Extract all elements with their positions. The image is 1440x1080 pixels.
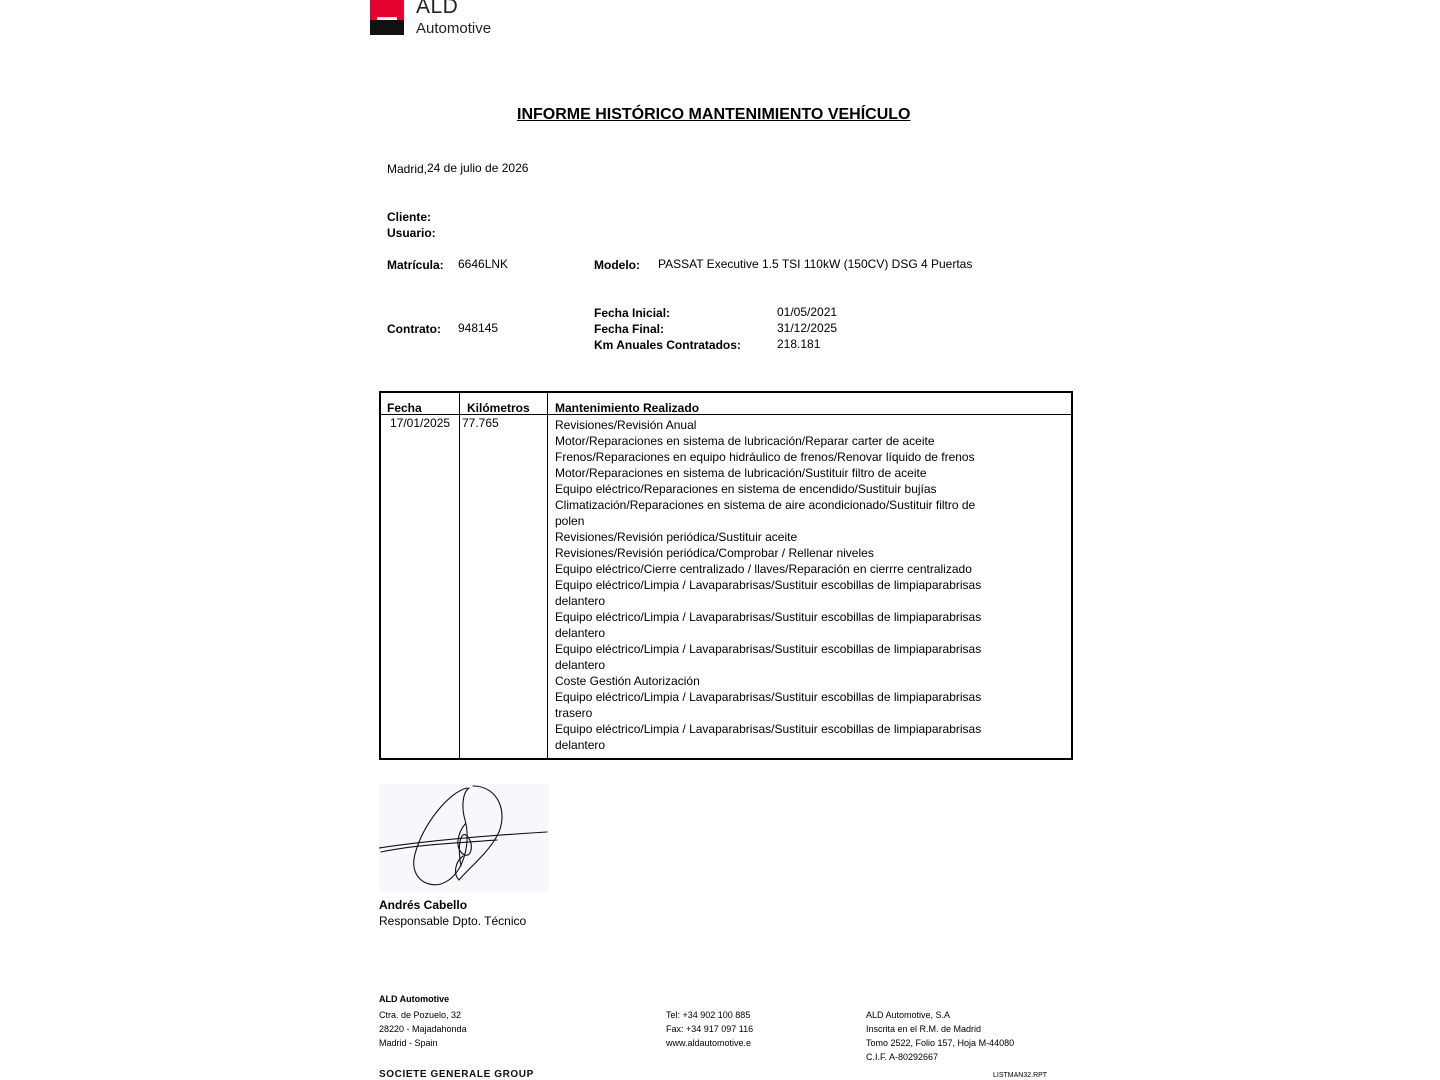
footer-address-3: Madrid - Spain [379,1038,438,1048]
contrato-value: 948145 [458,321,499,335]
modelo-label: Modelo: [594,258,640,272]
fecha-inicial-value: 01/05/2021 [777,305,838,319]
matricula-value: 6646LNK [458,257,509,271]
contrato-label: Contrato: [387,322,441,336]
work-item: Equipo eléctrico/Limpia / Lavaparabrisas/Sustituir escobillas de limpiaparabrisas delantero [555,610,982,640]
modelo-value: PASSAT Executive 1.5 TSI 110kW (150CV) DSG 4 Puertas [658,257,973,271]
footer-legal-3: Tomo 2522, Folio 157, Hoja M-44080 [866,1038,1015,1048]
fecha-inicial-label: Fecha Inicial: [594,306,671,320]
footer-legal-4: C.I.F. A-80292667 [866,1052,939,1062]
header-mantenimiento: Mantenimiento Realizado [555,401,700,415]
usuario-label: Usuario: [387,226,436,240]
header-fecha: Fecha [387,401,422,415]
row-km: 77.765 [462,416,499,430]
signer-name: Andrés Cabello [379,898,468,912]
report-date: 24 de julio de 2026 [427,161,529,175]
signature-icon [379,784,549,892]
footer-legal-2: Inscrita en el R.M. de Madrid [866,1024,982,1034]
header-kilometros: Kilómetros [467,401,530,415]
maintenance-table [379,391,1073,760]
work-item: Equipo eléctrico/Reparaciones en sistema de encendido/Sustituir bujías [555,482,937,496]
work-item: Climatización/Reparaciones en sistema de aire acondicionado/Sustituir filtro de polen [555,498,976,528]
footer-address-2: 28220 - Majadahonda [379,1024,467,1034]
ald-logo [370,0,504,36]
matricula-label: Matrícula: [387,258,444,272]
footer-company: ALD Automotive [379,994,450,1004]
column-divider [459,393,460,758]
footer-group: SOCIETE GENERALE GROUP [379,1069,534,1080]
column-divider [547,393,548,758]
footer-fax: Fax: +34 917 097 116 [666,1024,754,1034]
fecha-final-label: Fecha Final: [594,322,665,336]
work-list [555,417,995,753]
work-item: Coste Gestión Autorización [555,674,700,688]
fecha-final-value: 31/12/2025 [777,321,838,335]
km-anuales-value: 218.181 [777,337,821,351]
logo-brand: ALD [416,0,459,18]
ald-logo-mark-icon [370,0,404,35]
work-item: Revisiones/Revisión Anual [555,418,697,432]
work-item: Equipo eléctrico/Cierre centralizado / llaves/Reparación en cierrre centralizado [555,562,972,576]
footer-legal-1: ALD Automotive, S.A [866,1010,951,1020]
row-fecha: 17/01/2025 [390,416,451,430]
work-item: Motor/Reparaciones en sistema de lubricación/Sustituir filtro de aceite [555,466,927,480]
footer-web: www.aldautomotive.e [666,1038,752,1048]
work-item: Equipo eléctrico/Limpia / Lavaparabrisas/Sustituir escobillas de limpiaparabrisas delantero [555,578,982,608]
logo-sub: Automotive [416,20,492,37]
work-item: Equipo eléctrico/Limpia / Lavaparabrisas/Sustituir escobillas de limpiaparabrisas delantero [555,722,982,752]
signer-role: Responsable Dpto. Técnico [379,914,527,928]
work-item: Frenos/Reparaciones en equipo hidráulico de frenos/Renovar líquido de frenos [555,450,975,464]
cliente-label: Cliente: [387,210,432,224]
place: Madrid, [387,162,428,176]
km-anuales-label: Km Anuales Contratados: [594,338,741,352]
footer-address-1: Ctra. de Pozuelo, 32 [379,1010,462,1020]
signature-image [379,784,549,892]
report-code: LISTMAN32.RPT [993,1072,1048,1079]
work-item: Motor/Reparaciones en sistema de lubricación/Reparar carter de aceite [555,434,935,448]
footer-tel: Tel: +34 902 100 885 [666,1010,751,1020]
work-item: Equipo eléctrico/Limpia / Lavaparabrisas/Sustituir escobillas de limpiaparabrisas delantero [555,642,982,672]
work-item: Revisiones/Revisión periódica/Sustituir aceite [555,530,798,544]
page-title: INFORME HISTÓRICO MANTENIMIENTO VEHÍCULO [517,106,911,123]
work-item: Equipo eléctrico/Limpia / Lavaparabrisas/Sustituir escobillas de limpiaparabrisas trasero [555,690,982,720]
work-item: Revisiones/Revisión periódica/Comprobar / Rellenar niveles [555,546,874,560]
